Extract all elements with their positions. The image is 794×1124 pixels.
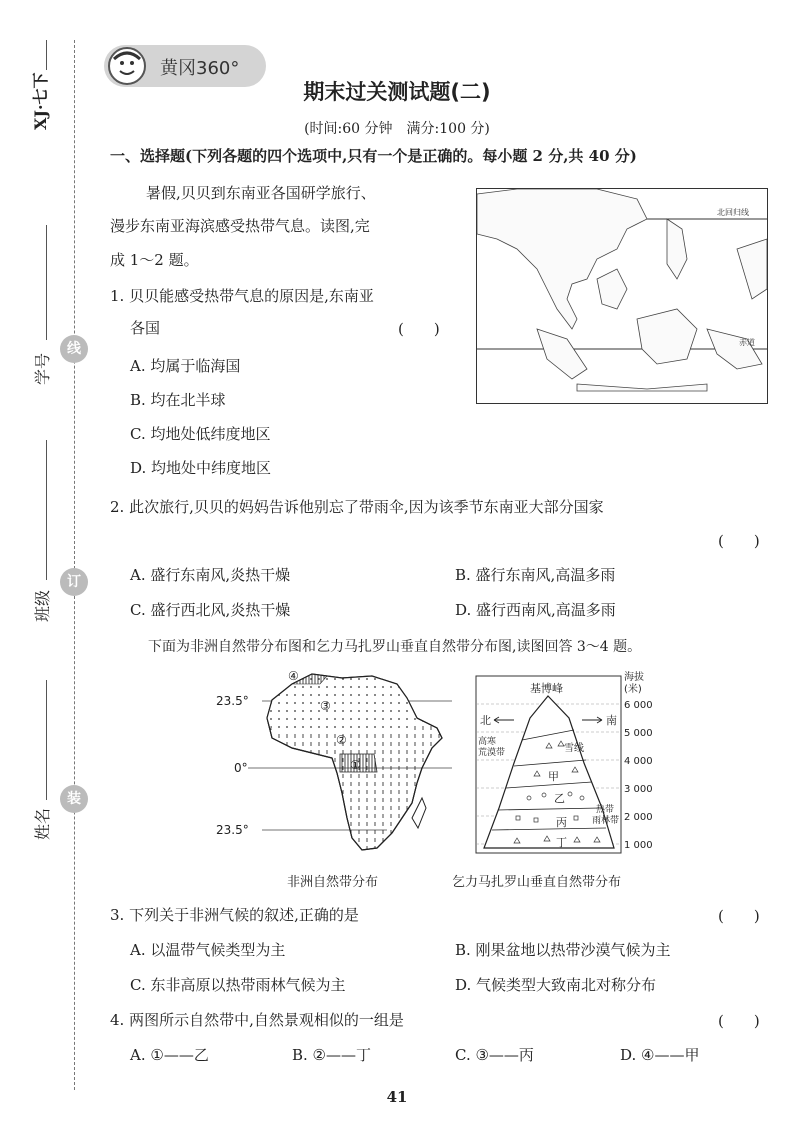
- student-no-line: [46, 225, 47, 340]
- class-line: [46, 440, 47, 580]
- bead-bind: 订: [60, 568, 88, 596]
- bead-pack: 装: [60, 785, 88, 813]
- option: C. 均地处低纬度地区: [130, 425, 271, 443]
- option: C. 盛行西北风,炎热干燥: [130, 601, 291, 619]
- latitude-label: 23.5°: [216, 694, 249, 708]
- tick-label: 4 000: [624, 756, 653, 767]
- answer-paren: ( ): [398, 320, 440, 338]
- page-title: 期末过关测试题(二): [303, 80, 491, 104]
- name-line: [46, 680, 47, 800]
- tropic-label: 北回归线: [717, 208, 749, 217]
- axis-title: (米): [624, 684, 642, 695]
- intro-line: 成 1～2 题。: [110, 251, 199, 269]
- option: A. ①——乙: [130, 1046, 209, 1064]
- cut-line: [74, 40, 75, 1090]
- alpine-label: 高寒: [478, 737, 497, 747]
- option: B. 均在北半球: [130, 391, 226, 409]
- intro-line: 暑假,贝贝到东南亚各国研学旅行、: [146, 184, 376, 202]
- question-3-stem: 3. 下列关于非洲气候的叙述,正确的是: [110, 906, 359, 924]
- zone-ding: 丁: [556, 836, 567, 849]
- intro-2: 下面为非洲自然带分布图和乞力马扎罗山垂直自然带分布图,读图回答 3～4 题。: [148, 639, 642, 655]
- tick-label: 5 000: [624, 728, 653, 739]
- kilimanjaro-caption: 乞力马扎罗山垂直自然带分布: [452, 875, 622, 890]
- zone-bing: 丙: [556, 816, 567, 829]
- zone-jia: 甲: [548, 770, 559, 783]
- tick-label: 6 000: [624, 700, 653, 711]
- axis-title: 海拔: [624, 672, 644, 683]
- peak-label: 基博峰: [530, 682, 563, 695]
- class-label: 班级: [33, 589, 52, 622]
- tick-label: 3 000: [624, 784, 653, 795]
- rainforest-label: 热带: [596, 805, 615, 815]
- zone-label: ②: [336, 733, 347, 747]
- question-4-stem: 4. 两图所示自然带中,自然景观相似的一组是: [110, 1011, 404, 1029]
- option: B. ②——丁: [292, 1046, 372, 1064]
- south-label: 南: [606, 714, 617, 727]
- brand-text: 黄冈360°: [160, 58, 240, 79]
- alpine-label: 荒漠带: [478, 748, 506, 758]
- north-label: 北: [480, 714, 491, 727]
- tick-label: 2 000: [624, 812, 653, 823]
- africa-map: [212, 668, 462, 863]
- divider-line: [46, 40, 47, 70]
- option: A. 以温带气候类型为主: [130, 941, 286, 959]
- answer-paren: ( ): [718, 907, 760, 925]
- bead-line: 线: [60, 335, 88, 363]
- answer-paren: ( ): [718, 1012, 760, 1030]
- exam-info: (时间:60 分钟 满分:100 分): [304, 121, 490, 137]
- option: D. 气候类型大致南北对称分布: [455, 976, 657, 994]
- question-1-stem: 1. 贝贝能感受热带气息的原因是,东南亚: [110, 287, 374, 305]
- student-no-label: 学号: [33, 352, 52, 385]
- option: B. 盛行东南风,高温多雨: [455, 566, 616, 584]
- equator-label: 赤道: [739, 338, 755, 347]
- rainforest-label: 雨林带: [592, 816, 620, 826]
- snowline-label: 雪线: [564, 743, 584, 754]
- option: D. 均地处中纬度地区: [130, 459, 272, 477]
- name-label: 姓名: [33, 807, 52, 840]
- zone-yi: 乙: [554, 792, 565, 805]
- tick-label: 1 000: [624, 840, 653, 851]
- section-heading: 一、选择题(下列各题的四个选项中,只有一个是正确的。每小题 2 分,共 40 分): [110, 147, 637, 165]
- africa-map-caption: 非洲自然带分布: [287, 875, 379, 890]
- zone-label: ①: [350, 758, 361, 772]
- page-number: 41: [386, 1088, 408, 1106]
- question-2-stem: 2. 此次旅行,贝贝的妈妈告诉他别忘了带雨伞,因为该季节东南亚大部分国家: [110, 498, 604, 516]
- option: D. ④——甲: [620, 1046, 700, 1064]
- latitude-label: 0°: [234, 761, 248, 775]
- grade-label: XJ·七下: [31, 72, 50, 130]
- option: B. 刚果盆地以热带沙漠气候为主: [455, 941, 671, 959]
- answer-paren: ( ): [718, 532, 760, 550]
- zone-label: ③: [320, 699, 331, 713]
- intro-line: 漫步东南亚海滨感受热带气息。读图,完: [110, 217, 370, 235]
- zone-label: ④: [288, 669, 299, 683]
- option: A. 均属于临海国: [130, 357, 241, 375]
- latitude-label: 23.5°: [216, 823, 249, 837]
- kilimanjaro-zone-chart: [474, 668, 764, 863]
- southeast-asia-map: [476, 188, 768, 404]
- option: A. 盛行东南风,炎热干燥: [130, 566, 291, 584]
- question-1-stem-cont: 各国: [130, 319, 161, 337]
- binding-margin: [8, 0, 68, 1124]
- option: C. 东非高原以热带雨林气候为主: [130, 976, 346, 994]
- option: D. 盛行西南风,高温多雨: [455, 601, 616, 619]
- option: C. ③——丙: [455, 1046, 534, 1064]
